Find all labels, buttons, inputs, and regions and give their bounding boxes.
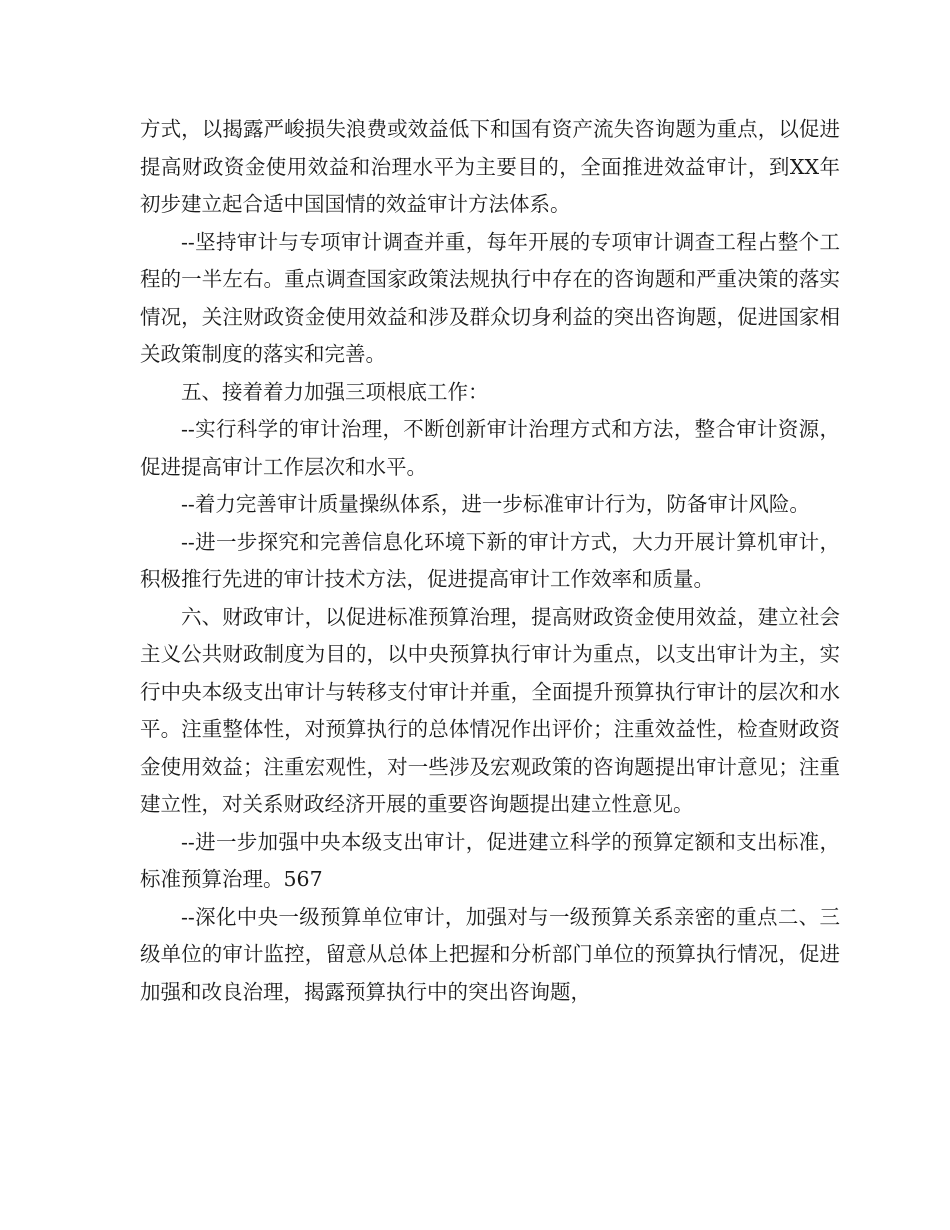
paragraph-2: --坚持审计与专项审计调查并重，每年开展的专项审计调查工程占整个工程的一半左右。重点调查国家政策法规执行中存在的咨询题和严重决策的落实情况，关注财政资金使用效益和涉及群众切身利益的突出咨询题，促进国家相关政策制度的落实和完善。	[140, 229, 840, 366]
document-body	[140, 111, 840, 1011]
paragraph-3: 五、接着着力加强三项根底工作：	[181, 379, 489, 404]
paragraph-6: --进一步探究和完善信息化环境下新的审计方式，大力开展计算机审计，积极推行先进的审计技术方法，促进提高审计工作效率和质量。	[140, 529, 840, 591]
paragraph-5: --着力完善审计质量操纵体系，进一步标准审计行为，防备审计风险。	[181, 492, 810, 516]
paragraph-9: --深化中央一级预算单位审计，加强对与一级预算关系亲密的重点二、三级单位的审计监控，留意从总体上把握和分析部门单位的预算执行情况，促进加强和改良治理，揭露预算执行中的突出咨询题，	[140, 904, 840, 1004]
paragraph-1: 方式，以揭露严峻损失浪费或效益低下和国有资产流失咨询题为重点，以促进提高财政资金使用效益和治理水平为主要目的，全面推进效益审计，到XX年初步建立起合适中国国情的效益审计方法体系。	[140, 117, 840, 216]
paragraph-7: 六、财政审计，以促进标准预算治理，提高财政资金使用效益，建立社会主义公共财政制度为目的，以中央预算执行审计为重点，以支出审计为主，实行中央本级支出审计与转移支付审计并重，全面提升预算执行审计的层次和水平。注重整体性，对预算执行的总体情况作出评价；注重效益性，检查财政资金使用效益；注重宏观性，对一些涉及宏观政策的咨询题提出审计意见；注重建立性，对关系财政经济开展的重要咨询题提出建立性意见。	[140, 604, 840, 816]
paragraph-4: --实行科学的审计治理，不断创新审计治理方式和方法，整合审计资源，促进提高审计工作层次和水平。	[140, 417, 840, 479]
paragraph-8: --进一步加强中央本级支出审计，促进建立科学的预算定额和支出标准，标准预算治理。567	[140, 829, 840, 891]
